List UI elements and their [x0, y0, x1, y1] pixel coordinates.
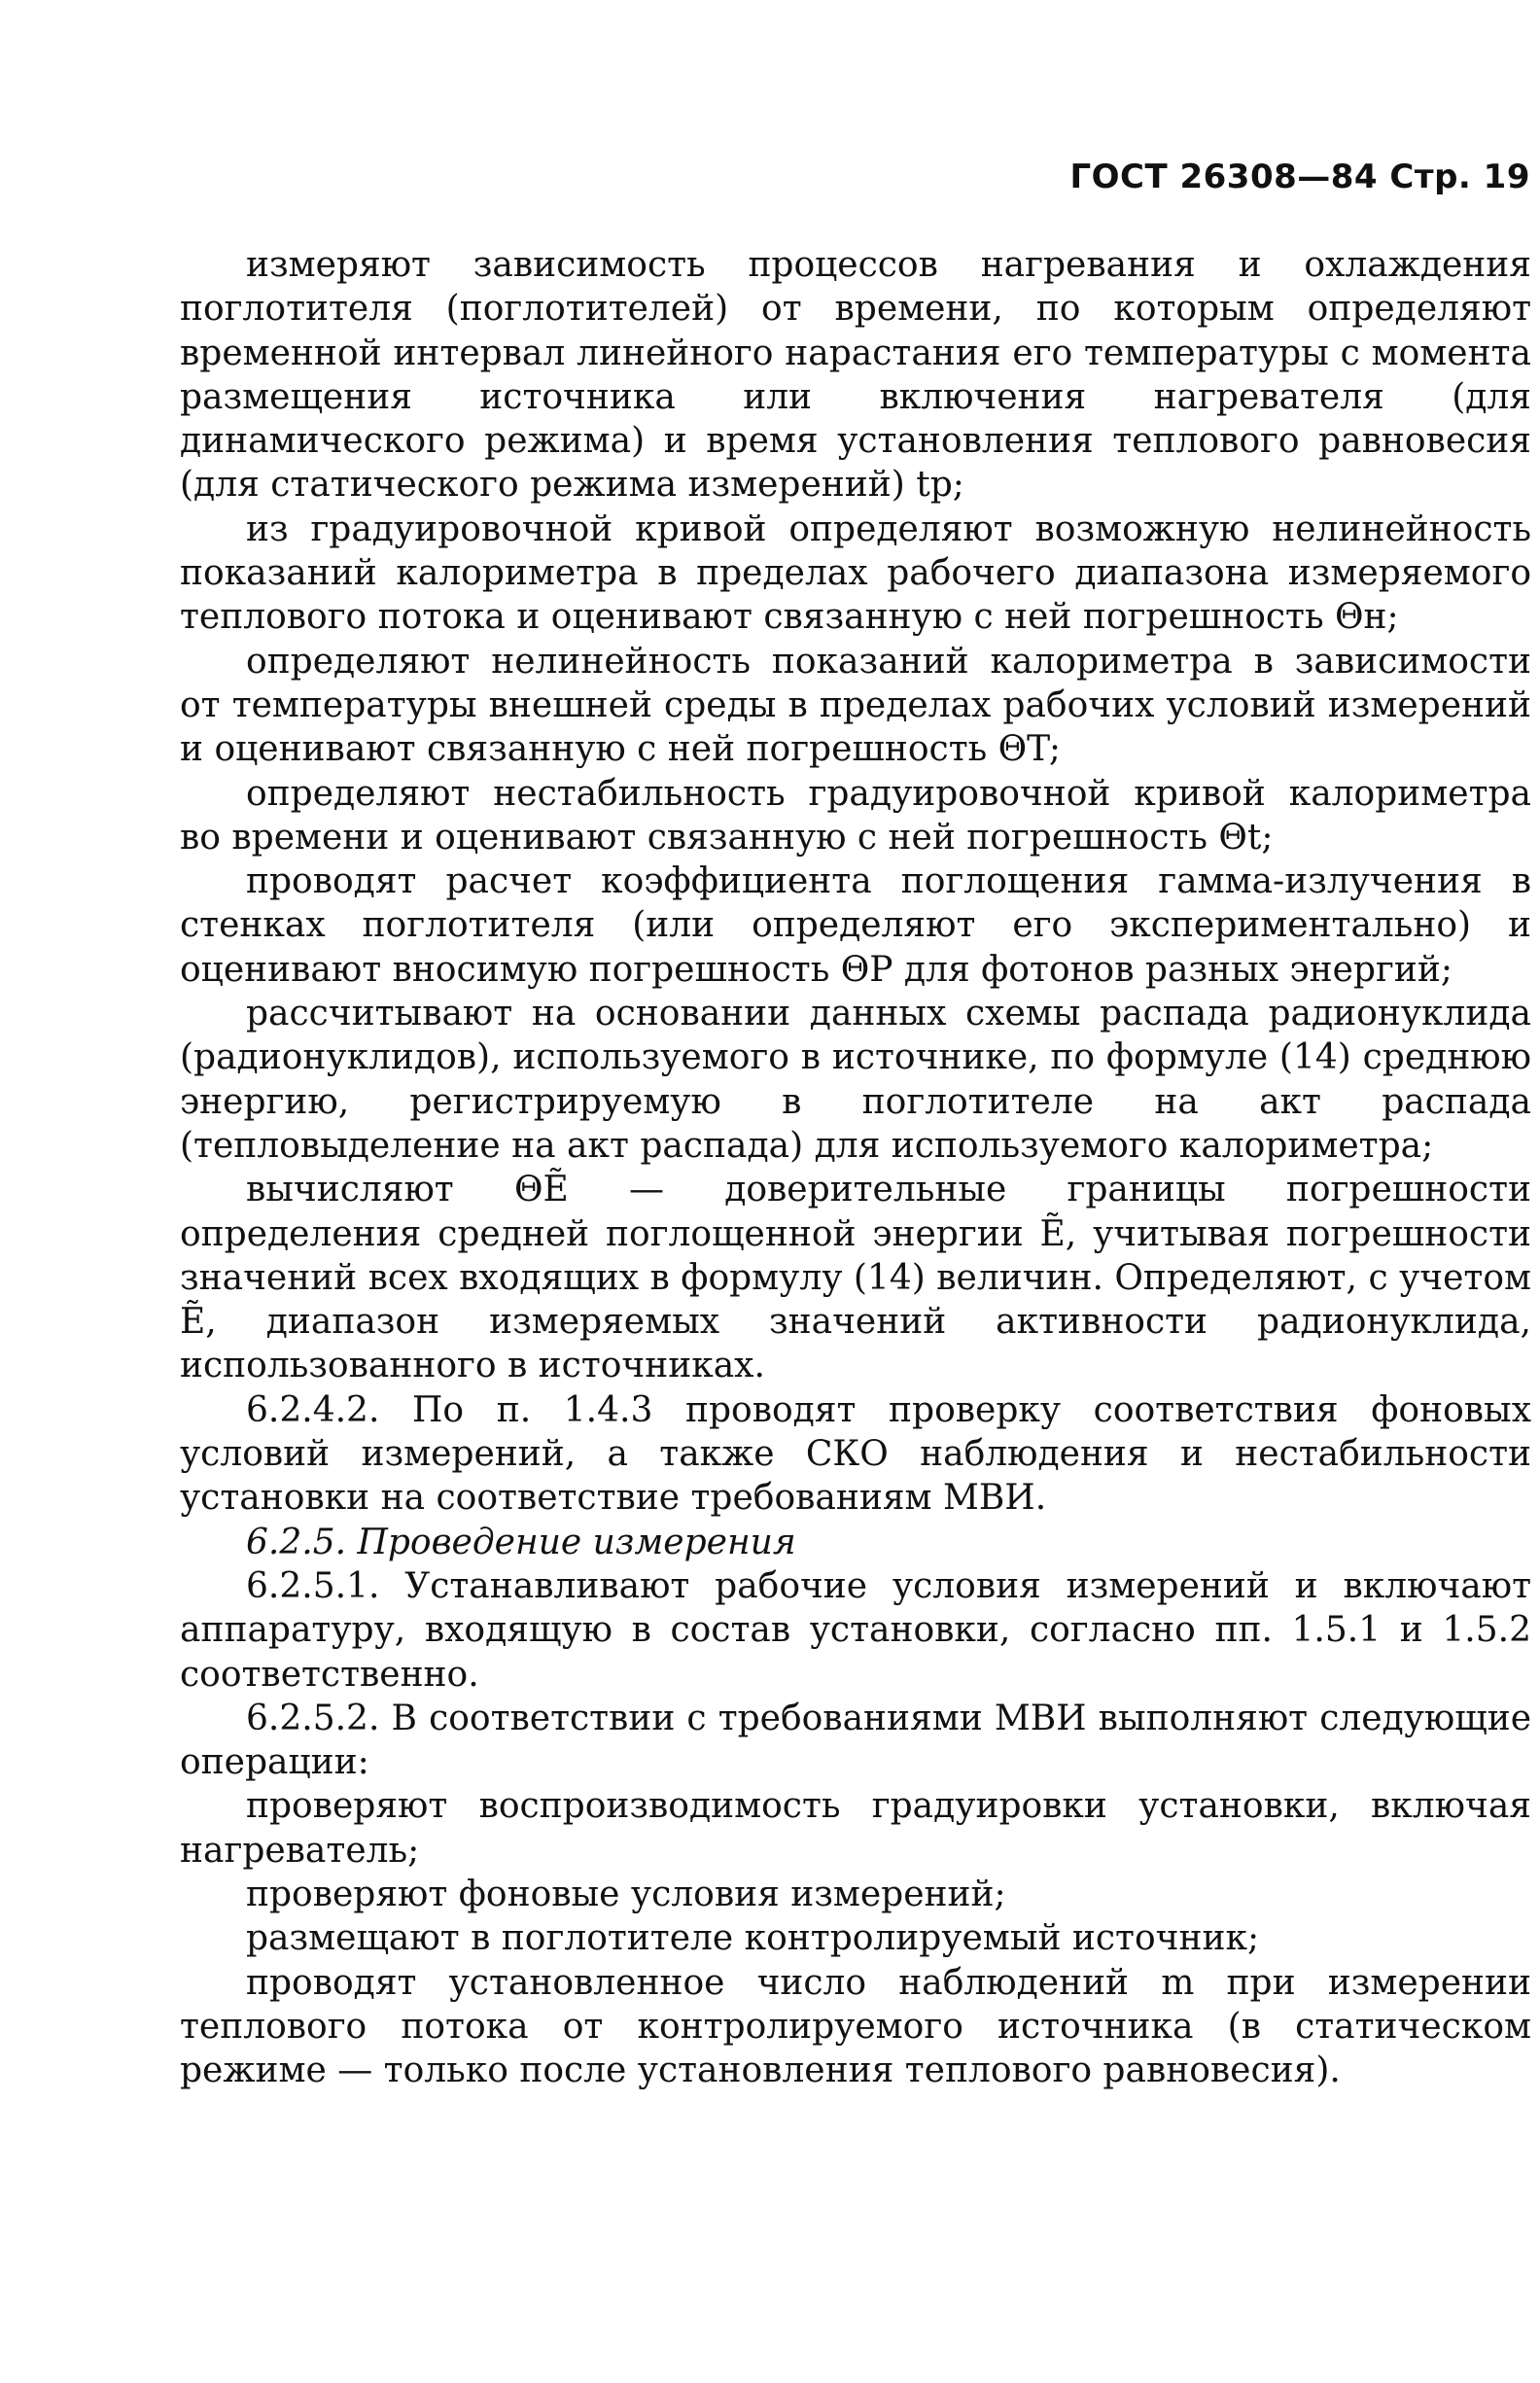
paragraph: 6.2.5.1. Устанавливают рабочие условия измерений и включают аппаратуру, входящую в состав установки, согласно пп. 1.5.1 и 1.5.2 соответственно.	[180, 1565, 1531, 1695]
paragraph: определяют нестабильность градуировочной кривой калориметра во времени и оценивают связанную с ней погрешность Θt;	[180, 773, 1531, 858]
paragraph: проводят установленное число наблюдений m при измерении теплового потока от контролируемого источника (в статическом режиме — только после установления теплового равновесия).	[180, 1962, 1531, 2091]
paragraph: из градуировочной кривой определяют возможную нелинейность показаний калориметра в пределах рабочего диапазона измеряемого теплового потока и оценивают связанную с ней погрешность Θн;	[180, 508, 1531, 638]
paragraph: 6.2.4.2. По п. 1.4.3 проводят проверку соответствия фоновых условий измерений, а также СКО наблюдения и нестабильности установки на соответствие требованиям МВИ.	[180, 1389, 1531, 1519]
paragraph: проверяют воспроизводимость градуировки установки, включая нагреватель;	[180, 1786, 1531, 1871]
document-body	[180, 243, 1531, 2092]
section-heading: 6.2.5. Проведение измерения	[246, 1522, 796, 1562]
paragraph: рассчитывают на основании данных схемы распада радионуклида (радионуклидов), используемого в источнике, по формуле (14) среднюю энергию, регистрируемую в поглотителе на акт распада (тепловыделение на акт распада) для используемого калориметра;	[180, 994, 1531, 1166]
paragraph: проводят расчет коэффициента поглощения гамма-излучения в стенках поглотителя (или определяют его экспериментально) и оценивают вносимую погрешность ΘP для фотонов разных энергий;	[180, 861, 1531, 990]
paragraph: 6.2.5.2. В соответствии с требованиями МВИ выполняют следующие операции:	[180, 1698, 1531, 1783]
paragraph: размещают в поглотителе контролируемый источник;	[246, 1918, 1260, 1959]
paragraph: определяют нелинейность показаний калориметра в зависимости от температуры внешней среды в пределах рабочих условий измерений и оценивают связанную с ней погрешность ΘT;	[180, 641, 1531, 770]
paragraph: проверяют фоновые условия измерений;	[246, 1874, 1006, 1914]
paragraph: измеряют зависимость процессов нагревания и охлаждения поглотителя (поглотителей) от времени, по которым определяют временной интервал линейного нарастания его температуры с момента размещения источника или включения нагревателя (для динамического режима) и время установления теплового равновесия (для статического режима измерений) tр;	[180, 245, 1531, 506]
paragraph: вычисляют ΘẼ — доверительные границы погрешности определения средней поглощенной энергии Ẽ, учитывая погрешности значений всех входящих в формулу (14) величин. Определяют, с учетом Ẽ, диапазон измеряемых значений активности радионуклида, использованного в источниках.	[180, 1170, 1531, 1386]
page-header: ГОСТ 26308—84 Стр. 19	[1069, 158, 1530, 196]
